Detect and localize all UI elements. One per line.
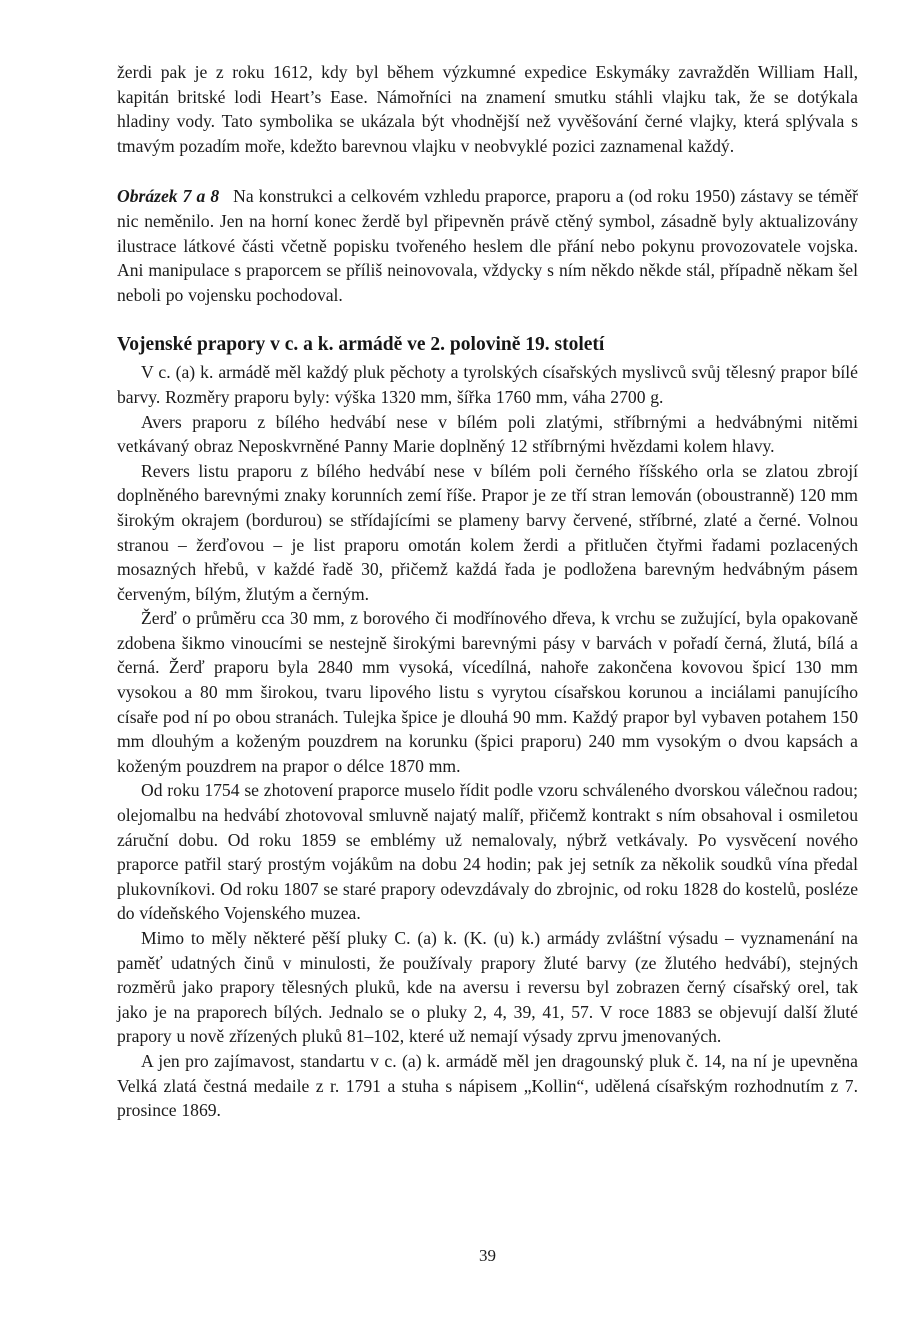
text-block bbox=[117, 60, 858, 1123]
figure-caption-paragraph: Obrázek 7 a 8 Na konstrukci a celkovém vzhledu praporce, praporu a (od roku 1950) zástavy se téměř nic neměnilo. Jen na horní konec žerdě byl připevněn právě ctěný symbol, zásadně byly aktualizovány ilustrace látkové části včetně popisku tvořeného heslem dle přání nebo pokynu provozovatele vojska. Ani manipulace s praporcem se příliš neinovovala, vždycky s ním někdo někde stál, případně někam šel neboli po vojensku pochodoval. bbox=[117, 186, 858, 305]
body-paragraph: Mimo to měly některé pěší pluky C. (a) k. (K. (u) k.) armády zvláštní výsadu – vyznamenání na paměť udatných činů v minulosti, že používaly prapory žluté barvy (ze žlutého hedvábí), stejných rozměrů jako prapory tělesných pluků, kde na aversu i reversu byl zobrazen černý císařský orel, tak jako je na praporech bílých. Jednalo se o pluky 2, 4, 39, 41, 57. V roce 1883 se objevují další žluté prapory u nově zřízených pluků 81–102, které už nemají výsady zprvu jmenovaných. bbox=[117, 928, 858, 1047]
section-heading: Vojenské prapory v c. a k. armádě ve 2. polovině 19. století bbox=[117, 334, 605, 356]
body-paragraph: Avers praporu z bílého hedvábí nese v bílém poli zlatými, stříbrnými a hedvábnými nitěmi vetkávaný obraz Neposkvrněné Panny Marie doplněný 12 stříbrnými hvězdami kolem hlavy. bbox=[117, 411, 858, 457]
figure-caption-label: Obrázek 7 a 8 bbox=[117, 186, 220, 207]
page-number: 39 bbox=[479, 1246, 496, 1265]
body-paragraph: Revers listu praporu z bílého hedvábí nese v bílém poli černého říšského orla se zlatou zbrojí doplněného barevnými znaky korunních zemí říše. Prapor je ze tří stran lemován (oboustranně) 120 mm širokým okrajem (bordurou) se střídajícími se plameny barvy červené, stříbrné, zlaté a černé. Volnou stranou – žerďovou – je list praporu omotán kolem žerdi a přitlučen čtyřmi řadami pozlacených mosazných hřebů, v každé řadě 30, přičemž každá řada je podložena barevným hedvábným pásem červeným, bílým, žlutým a černým. bbox=[117, 460, 858, 604]
body-paragraph: žerdi pak je z roku 1612, kdy byl během výzkumné expedice Eskymáky zavražděn William Hall, kapitán britské lodi Heart’s Ease. Námořníci na znamení smutku stáhli vlajku tak, že se dotýkala hladiny vody. Tato symbolika se ukázala být vhodnější než vyvěšování černé vlajky, která splývala s tmavým pozadím moře, kdežto barevnou vlajku v neobvyklé pozici zaznamenal každý. bbox=[117, 62, 858, 156]
body-paragraph: Žerď o průměru cca 30 mm, z borového či modřínového dřeva, k vrchu se zužující, byla opakovaně zdobena šikmo vinoucími se nestejně širokými barevnými pásy v barvách v pořadí černá, žlutá, bílá a černá. Žerď praporu byla 2840 mm vysoká, vícedílná, nahoře zakončena kovovou špicí 130 mm vysokou a 80 mm širokou, tvaru lipového listu s vyrytou císařskou korunou a inciálami panujícího císaře pod ní po obou stranách. Tulejka špice je dlouhá 90 mm. Každý prapor byl vybaven potahem 150 mm dlouhým a koženým pouzdrem na korunku (špici praporu) 240 mm vysokým o dvou kapsách a koženým pouzdrem na prapor o délce 1870 mm. bbox=[117, 608, 858, 776]
body-paragraph: V c. (a) k. armádě měl každý pluk pěchoty a tyrolských císařských myslivců svůj tělesný prapor bílé barvy. Rozměry praporu byly: výška 1320 mm, šířka 1760 mm, váha 2700 g. bbox=[117, 362, 858, 407]
body-paragraph: A jen pro zajímavost, standartu v c. (a) k. armádě měl jen dragounský pluk č. 14, na ní je upevněna Velká zlatá čestná medaile z r. 1791 a stuha s nápisem „Kollin“, udělená císařským rozhodnutím z 7. prosince 1869. bbox=[117, 1050, 858, 1121]
body-paragraph: Od roku 1754 se zhotovení praporce muselo řídit podle vzoru schváleného dvorskou válečnou radou; olejomalbu na hedvábí zhotovoval smluvně najatý malíř, přičemž kontrakt s ním obsahoval i osmiletou záruční dobu. Od roku 1859 se emblémy už nemalovaly, nýbrž vetkávaly. Po vysvěcení nového praporce patřil starý prostým vojákům na dobu 24 hodin; pak jej setník za několik soudků vína předal plukovníkovi. Od roku 1807 se staré prapory odevzdávaly do zbrojnic, od roku 1828 do kostelů, posléze do vídeňského Vojenského muzea. bbox=[117, 780, 858, 924]
